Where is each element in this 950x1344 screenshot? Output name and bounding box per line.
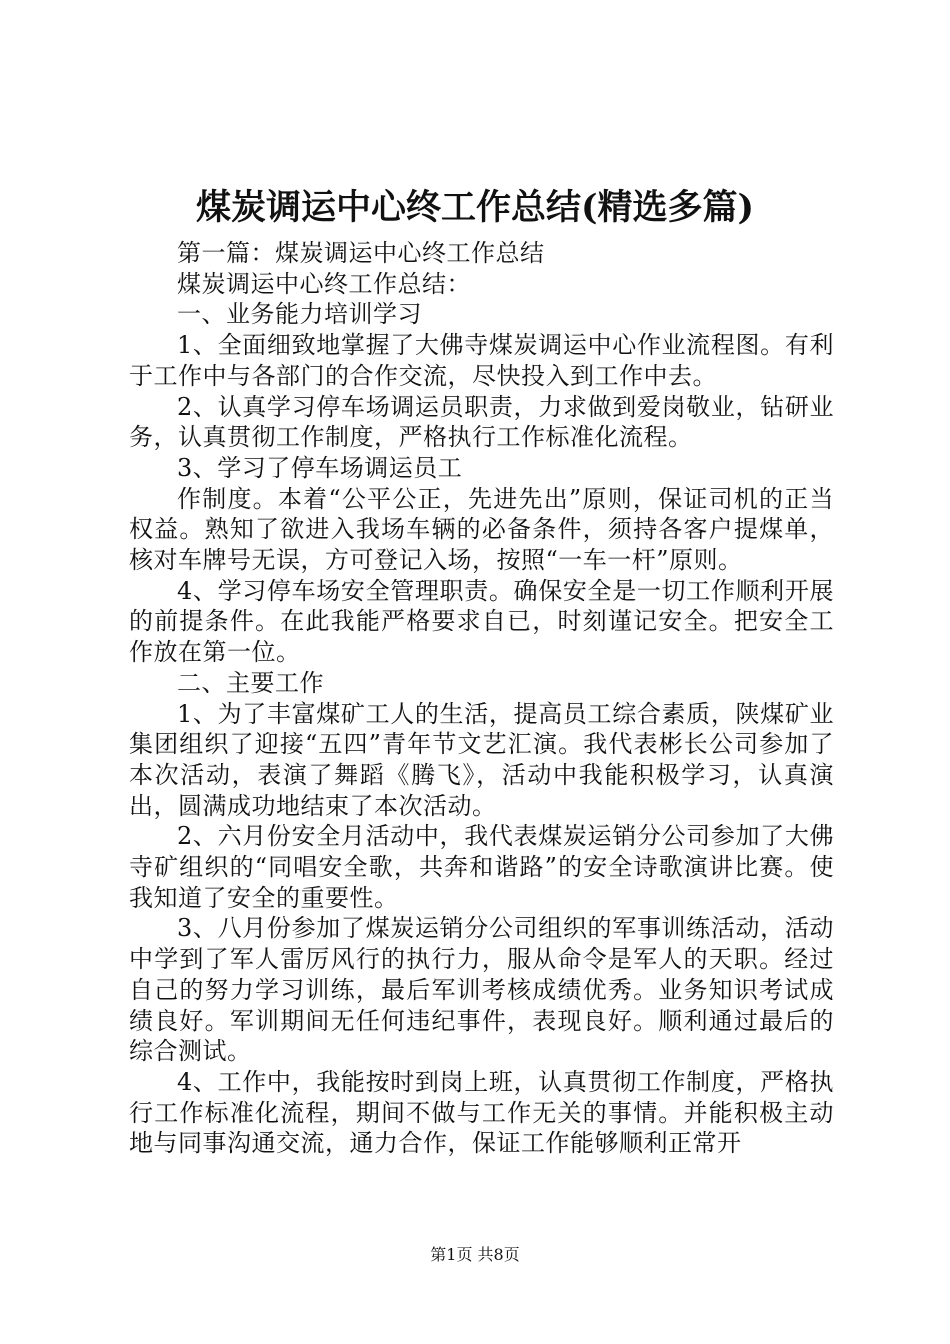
paragraph: 1、为了丰富煤矿工人的生活，提高员工综合素质，陕煤矿业集团组织了迎接“五四”青年节文艺汇演。我代表彬长公司参加了本次活动，表演了舞蹈《腾飞》，活动中我能积极学习，认真演出，圆满成功地结束了本次活动。: [129, 699, 834, 820]
paragraph: 第一篇：煤炭调运中心终工作总结: [177, 239, 545, 267]
paragraph: 二、主要工作: [177, 668, 324, 697]
paragraph: 4、学习停车场安全管理职责。确保安全是一切工作顺利开展的前提条件。在此我能严格要求自已，时刻谨记安全。把安全工作放在第一位。: [129, 576, 834, 667]
paragraph: 一、业务能力培训学习: [177, 300, 422, 329]
paragraph: 2、六月份安全月活动中，我代表煤炭运销分公司参加了大佛寺矿组织的“同唱安全歌，共奔和谐路”的安全诗歌演讲比赛。使我知道了安全的重要性。: [129, 822, 834, 912]
page-footer: 第1页 共8页: [430, 1245, 520, 1264]
paragraph: 3、八月份参加了煤炭运销分公司组织的军事训练活动，活动中学到了军人雷厉风行的执行力，服从命令是军人的天职。经过自己的努力学习训练，最后军训考核成绩优秀。业务知识考试成绩良好。军训期间无任何违纪事件，表现良好。顺利通过最后的综合测试。: [129, 914, 834, 1066]
paragraph: 3、学习了停车场调运员工: [177, 453, 463, 482]
paragraph: 作制度。本着“公平公正，先进先出”原则，保证司机的正当权益。熟知了欲进入我场车辆的必备条件，须持各客户提煤单，核对车牌号无误，方可登记入场，按照“一车一杆”原则。: [129, 484, 834, 575]
document-title: 煤炭调运中心终工作总结(精选多篇): [195, 187, 755, 228]
paragraph: 2、认真学习停车场调运员职责，力求做到爱岗敬业，钻研业务，认真贯彻工作制度，严格执行工作标准化流程。: [129, 392, 834, 452]
paragraph: 煤炭调运中心终工作总结：: [177, 269, 471, 298]
document-body: [129, 238, 834, 1159]
paragraph: 1、全面细致地掌握了大佛寺煤炭调运中心作业流程图。有利于工作中与各部门的合作交流，尽快投入到工作中去。: [129, 331, 834, 390]
paragraph: 4、工作中，我能按时到岗上班，认真贯彻工作制度，严格执行工作标准化流程，期间不做与工作无关的事情。并能积极主动地与同事沟通交流，通力合作，保证工作能够顺利正常开: [129, 1067, 834, 1158]
